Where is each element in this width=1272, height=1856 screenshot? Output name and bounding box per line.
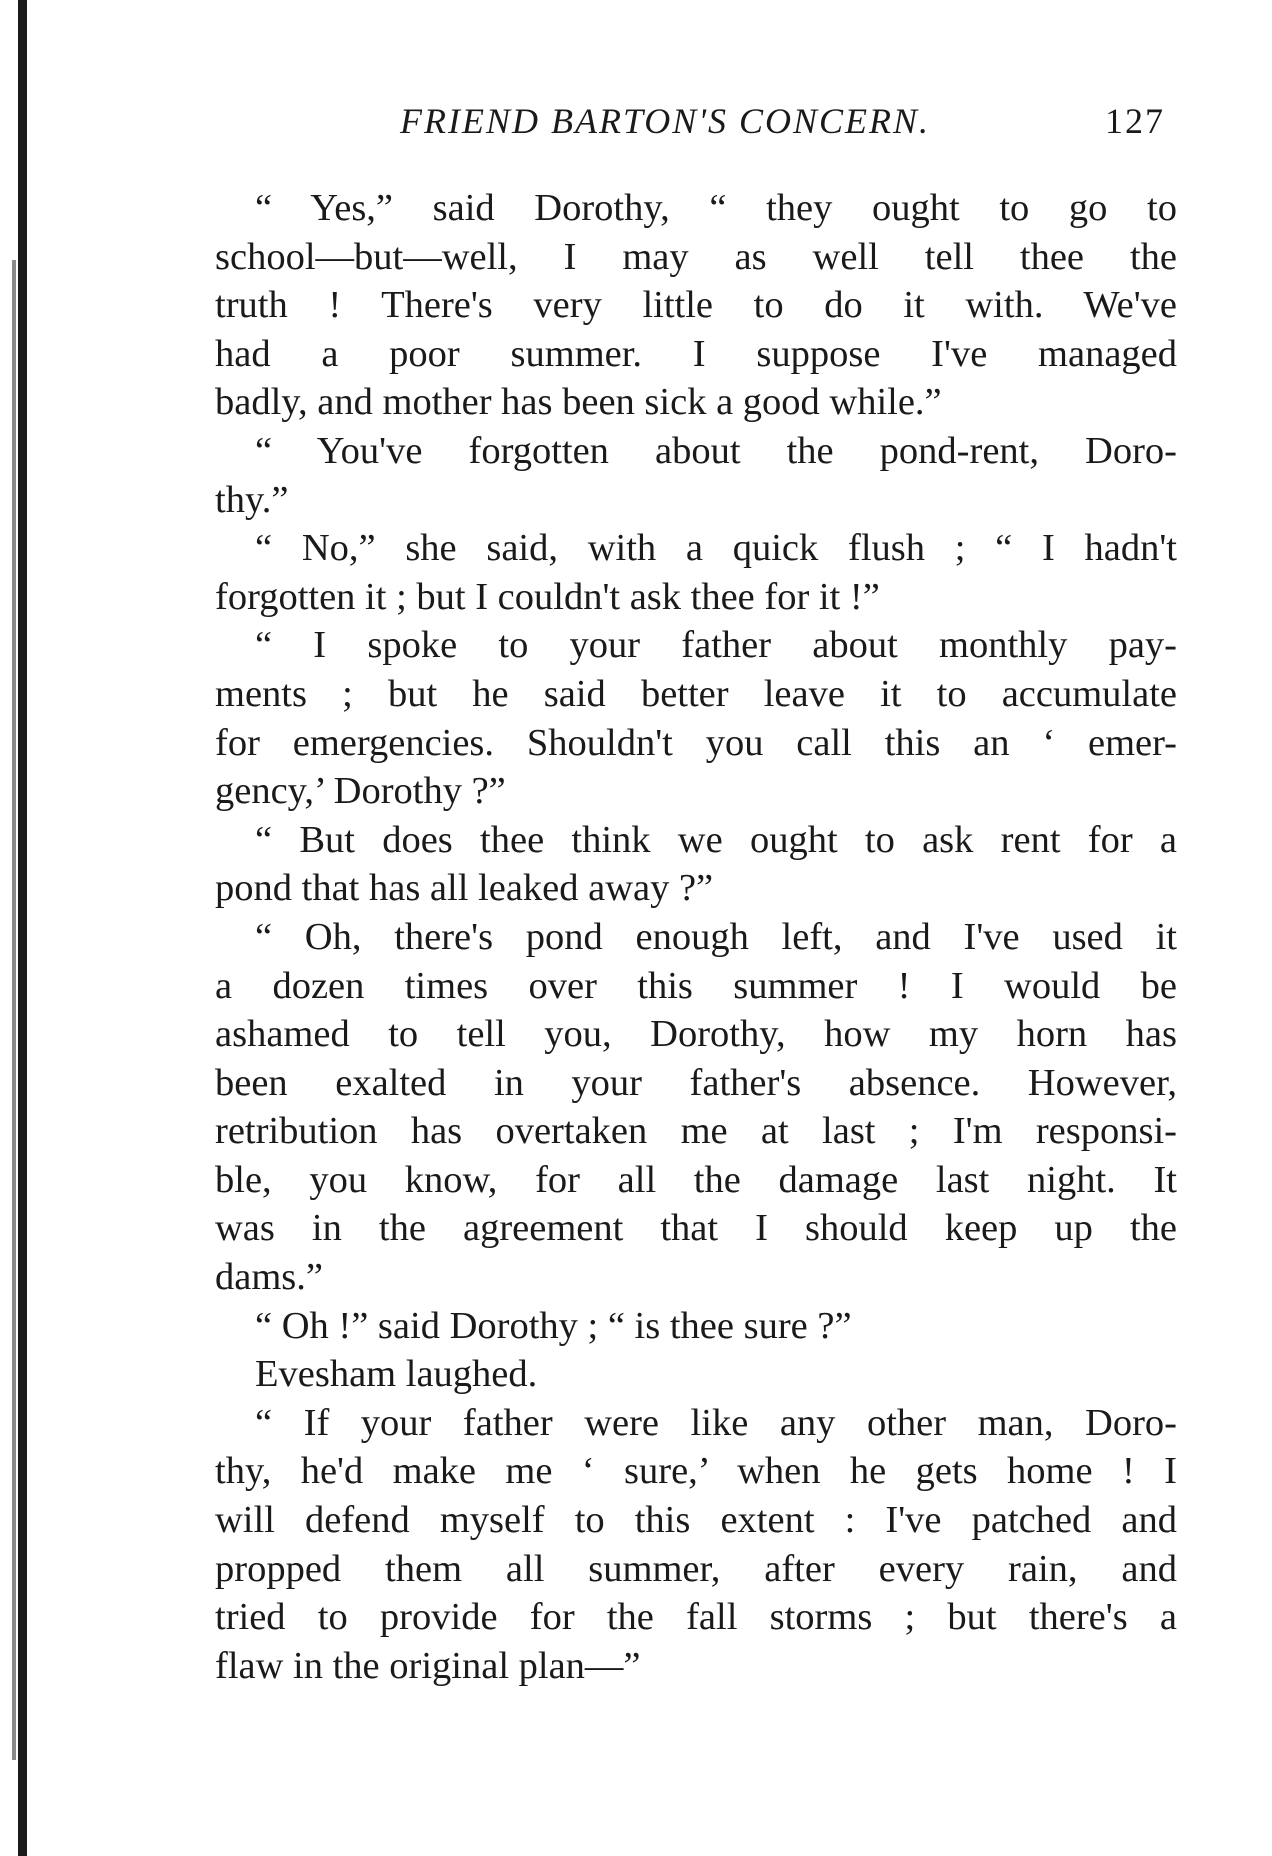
text-line: dams.” [215, 1256, 323, 1299]
text-line: flaw in the original plan—” [215, 1644, 641, 1687]
text-line: ments ; but he said better leave it to accumulate [215, 672, 1177, 715]
page-binding-edge [18, 0, 27, 1856]
text-line: was in the agreement that I should keep up the [215, 1207, 1177, 1250]
text-line: thy.” [215, 478, 289, 521]
text-line: thy, he'd make me ‘ sure,’ when he gets home ! I [215, 1450, 1177, 1493]
text-line: “ I spoke to your father about monthly pay- [255, 624, 1177, 667]
text-line: truth ! There's very little to do it with. We've [215, 284, 1177, 327]
page-number: 127 [1105, 101, 1165, 141]
text-line: a dozen times over this summer ! I would be [215, 964, 1177, 1007]
text-line: pond that has all leaked away ?” [215, 867, 714, 910]
text-line: “ No,” she said, with a quick flush ; “ I hadn't [255, 527, 1177, 570]
text-line: tried to provide for the fall storms ; but there's a [215, 1596, 1177, 1639]
text-line: ble, you know, for all the damage last night. It [215, 1158, 1177, 1201]
text-line: will defend myself to this extent : I've patched and [215, 1499, 1177, 1542]
running-header [215, 100, 1175, 150]
running-title: FRIEND BARTON'S CONCERN. [400, 101, 931, 141]
text-line: badly, and mother has been sick a good while.” [215, 381, 942, 424]
text-line: propped them all summer, after every rain, and [215, 1547, 1177, 1590]
text-line: been exalted in your father's absence. However, [215, 1061, 1177, 1104]
page-binding-shadow [12, 260, 16, 1760]
text-line: “ But does thee think we ought to ask rent for a [255, 818, 1177, 861]
text-line: “ You've forgotten about the pond-rent, Doro- [255, 429, 1177, 472]
text-line: “ Oh, there's pond enough left, and I've used it [255, 915, 1177, 958]
text-line: “ If your father were like any other man, Doro- [255, 1401, 1177, 1444]
text-line: forgotten it ; but I couldn't ask thee for it !” [215, 575, 880, 618]
body-text [215, 184, 1177, 1690]
text-line: “ Yes,” said Dorothy, “ they ought to go to [255, 187, 1177, 229]
text-line: gency,’ Dorothy ?” [215, 770, 506, 813]
text-line: school—but—well, I may as well tell thee the [215, 235, 1177, 278]
text-line: ashamed to tell you, Dorothy, how my horn has [215, 1013, 1177, 1056]
text-line: retribution has overtaken me at last ; I'm responsi- [215, 1110, 1177, 1153]
text-line: for emergencies. Shouldn't you call this an ‘ emer- [215, 721, 1177, 764]
text-line: “ Oh !” said Dorothy ; “ is thee sure ?” [255, 1304, 852, 1347]
text-line: Evesham laughed. [255, 1353, 538, 1396]
text-line: had a poor summer. I suppose I've managed [215, 332, 1177, 375]
